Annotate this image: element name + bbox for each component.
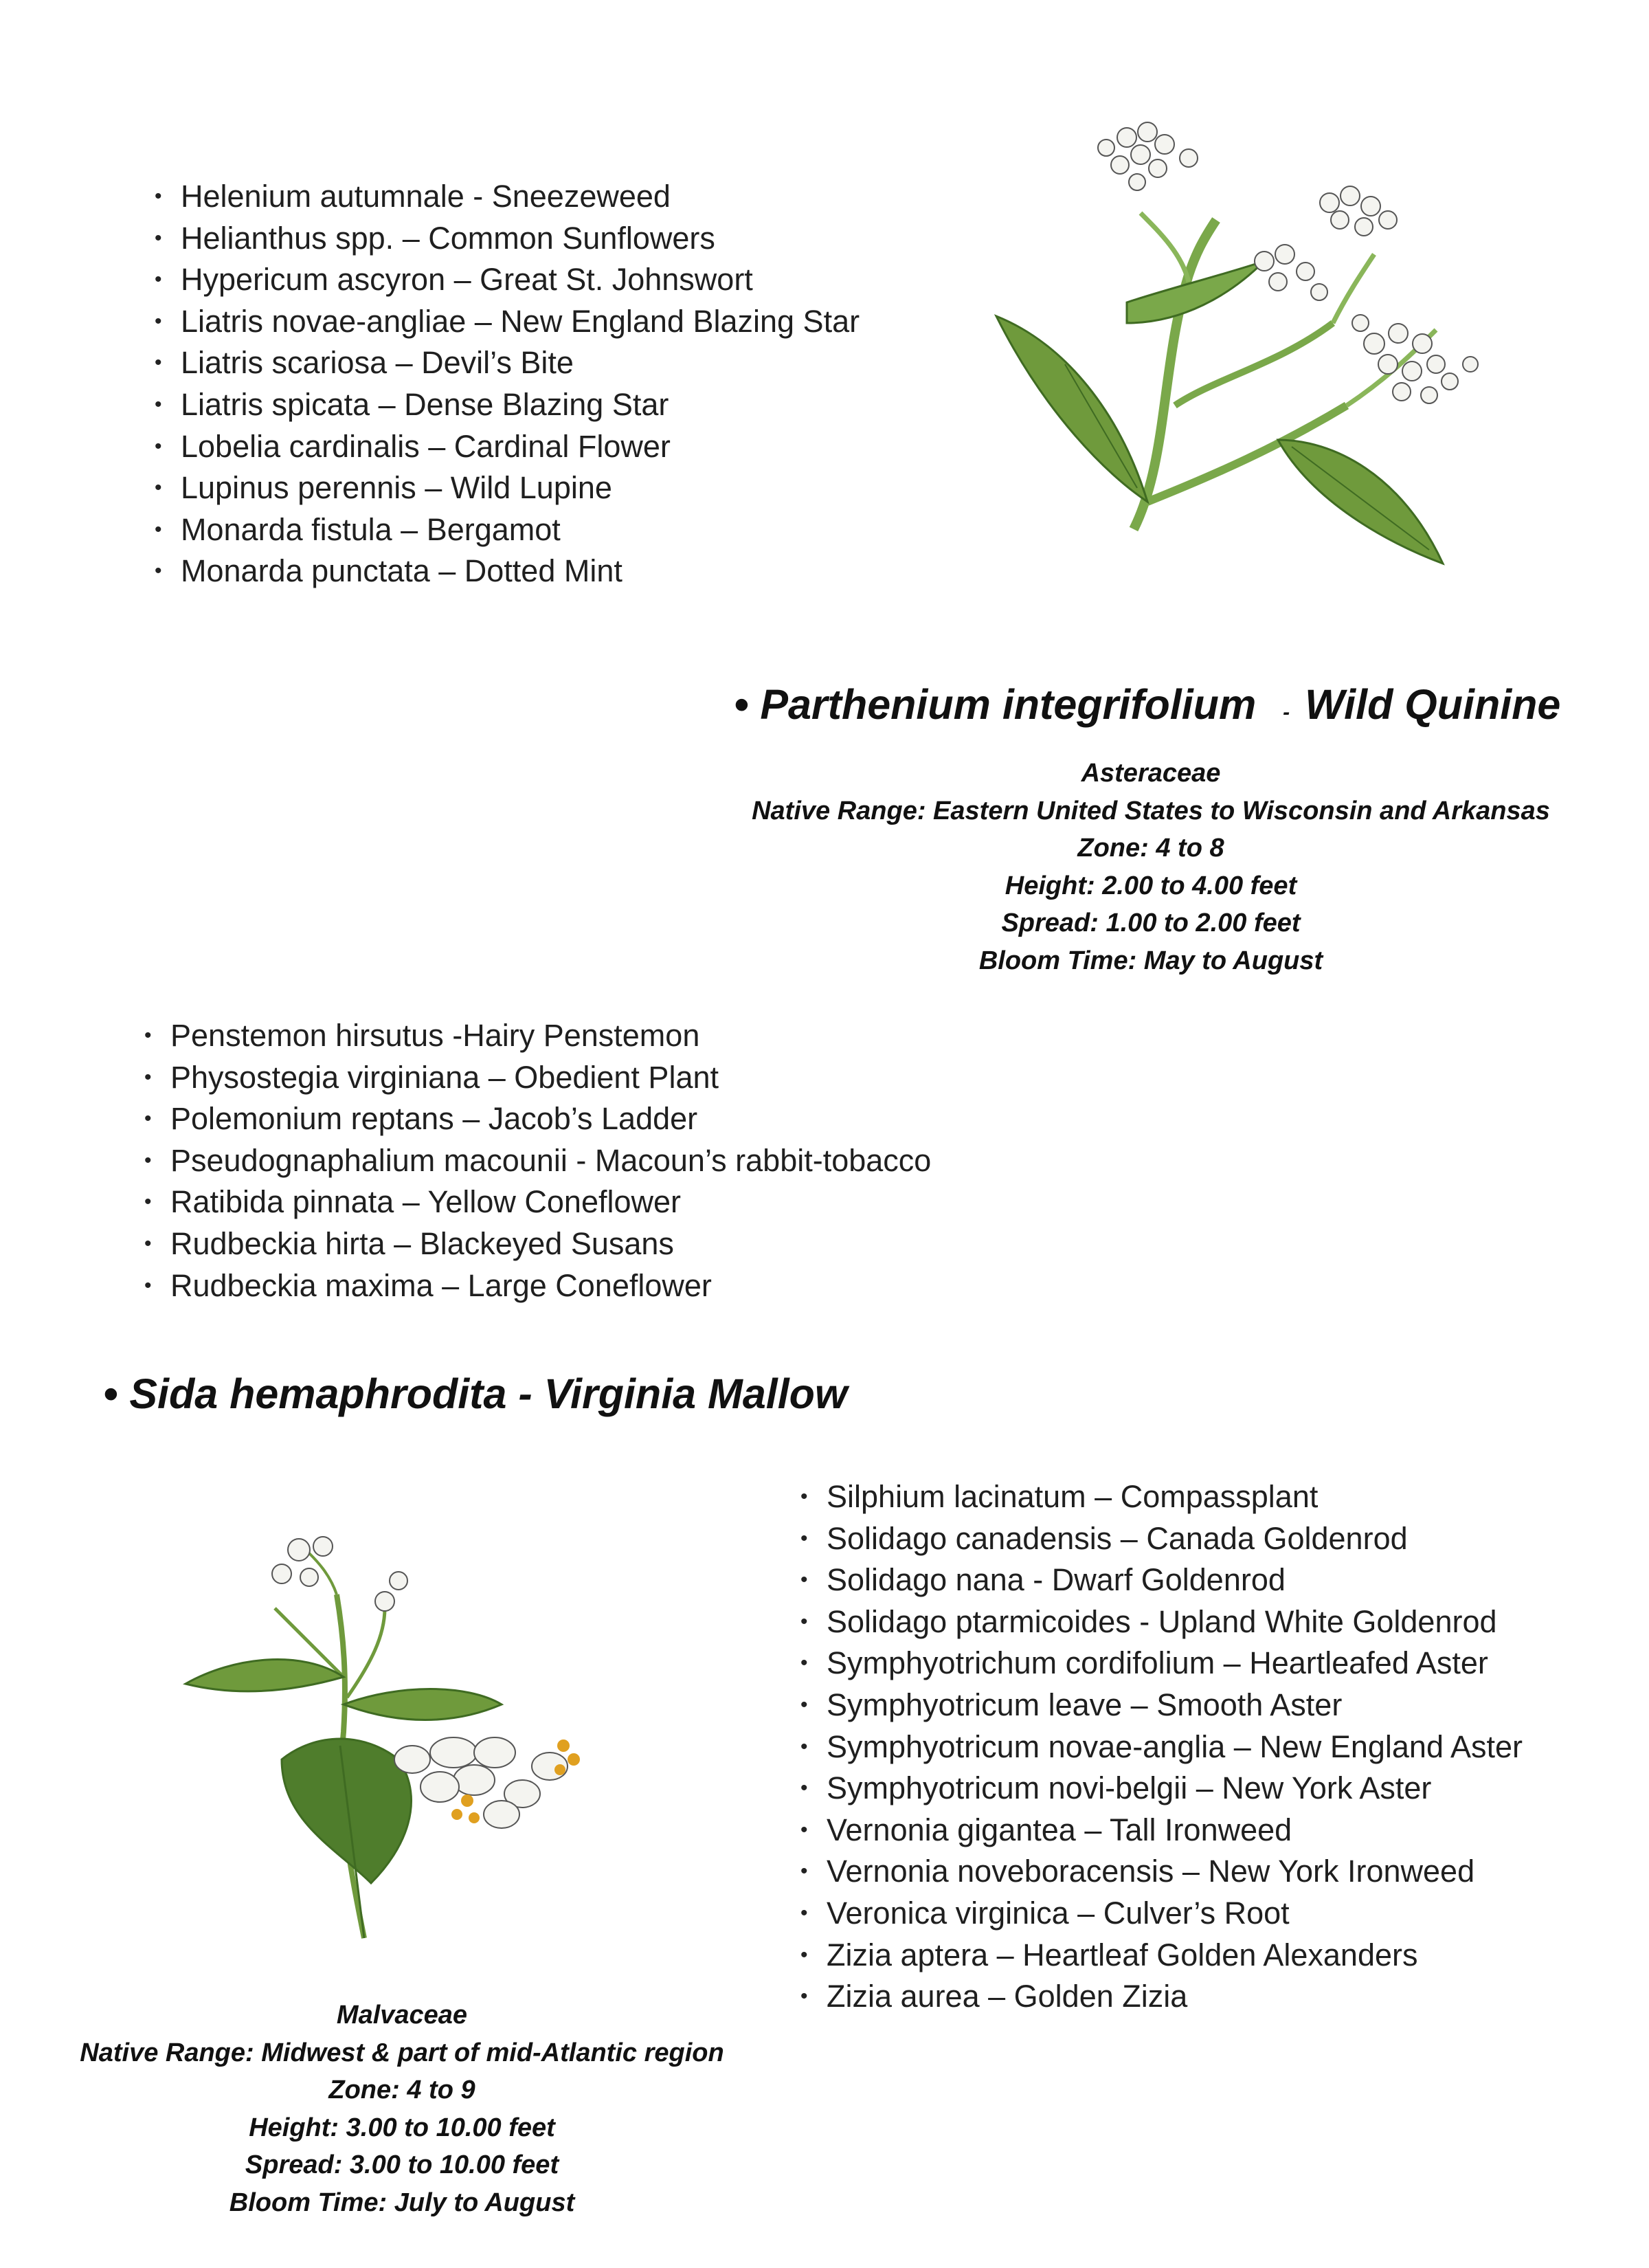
list-item: • Liatris spicata – Dense Blazing Star — [155, 384, 860, 426]
list-item: • Liatris scariosa – Devil’s Bite — [155, 342, 860, 384]
parthenium-common: Wild Quinine — [1305, 681, 1561, 728]
plant-list-top — [155, 176, 860, 592]
list-item: • Helianthus spp. – Common Sunflowers — [155, 218, 860, 260]
list-item: • Vernonia gigantea – Tall Ironweed — [800, 1810, 1523, 1852]
parthenium-bloom: Bloom Time: May to August — [978, 946, 1323, 975]
parthenium-native-range: Native Range: Eastern United States to Wisconsin and Arkansas — [752, 796, 1550, 825]
virginia-mallow-illustration-icon — [179, 1526, 632, 1952]
list-item: • Monarda fistula – Bergamot — [155, 509, 860, 551]
parthenium-spread: Spread: 1.00 to 2.00 feet — [1001, 909, 1301, 937]
sida-native-range: Native Range: Midwest & part of mid-Atlantic region — [80, 2038, 724, 2067]
list-item: • Penstemon hirsutus -Hairy Penstemon — [144, 1015, 931, 1057]
parthenium-title: • Parthenium integrifolium - Wild Quinine — [734, 681, 1561, 728]
sida-height: Height: 3.00 to 10.00 feet — [249, 2113, 555, 2142]
list-item: • Solidago ptarmicoides - Upland White Goldenrod — [800, 1601, 1523, 1643]
list-item: • Pseudognaphalium macounii - Macoun’s rabbit-tobacco — [144, 1140, 931, 1182]
list-item: • Liatris novae-angliae – New England Blazing Star — [155, 301, 860, 343]
parthenium-height: Height: 2.00 to 4.00 feet — [1005, 871, 1297, 900]
parthenium-species: Parthenium integrifolium — [760, 681, 1257, 728]
parthenium-family: Asteraceae — [1081, 759, 1221, 788]
list-item: • Symphyotrichum cordifolium – Heartleafed Aster — [800, 1643, 1523, 1685]
plant-list-bottom — [800, 1476, 1523, 2018]
list-item: • Symphyotricum novi-belgii – New York Aster — [800, 1768, 1523, 1810]
plant-list-middle — [144, 1015, 931, 1307]
list-item: • Silphium lacinatum – Compassplant — [800, 1476, 1523, 1518]
list-item: • Lupinus perennis – Wild Lupine — [155, 467, 860, 509]
list-item: • Lobelia cardinalis – Cardinal Flower — [155, 426, 860, 468]
list-item: • Zizia aptera – Heartleaf Golden Alexanders — [800, 1935, 1523, 1977]
parthenium-dash: - — [1283, 701, 1290, 724]
list-item: • Rudbeckia hirta – Blackeyed Susans — [144, 1223, 931, 1265]
list-item: • Solidago canadensis – Canada Goldenrod — [800, 1518, 1523, 1560]
list-item: • Hypericum ascyron – Great St. Johnswort — [155, 259, 860, 301]
sida-zone: Zone: 4 to 9 — [328, 2076, 475, 2104]
sida-family: Malvaceae — [336, 2001, 468, 2030]
wild-quinine-illustration-icon — [989, 117, 1525, 584]
list-item: • Ratibida pinnata – Yellow Coneflower — [144, 1181, 931, 1223]
list-item: • Veronica virginica – Culver’s Root — [800, 1893, 1523, 1935]
sida-spread: Spread: 3.00 to 10.00 feet — [245, 2150, 559, 2179]
list-item: • Solidago nana - Dwarf Goldenrod — [800, 1559, 1523, 1601]
list-item: • Helenium autumnale - Sneezeweed — [155, 176, 860, 218]
list-item: • Vernonia noveboracensis – New York Ironweed — [800, 1851, 1523, 1893]
list-item: • Physostegia virginiana – Obedient Plant — [144, 1057, 931, 1099]
sida-title-text: Sida hemaphrodita - Virginia Mallow — [129, 1370, 848, 1417]
list-item: • Polemonium reptans – Jacob’s Ladder — [144, 1098, 931, 1140]
list-item: • Symphyotricum leave – Smooth Aster — [800, 1685, 1523, 1726]
list-item: • Monarda punctata – Dotted Mint — [155, 551, 860, 592]
sida-info — [21, 1997, 783, 2221]
parthenium-zone: Zone: 4 to 8 — [1077, 834, 1224, 863]
parthenium-info — [715, 755, 1587, 979]
sida-title: • Sida hemaphrodita - Virginia Mallow — [103, 1370, 848, 1417]
list-item: • Zizia aurea – Golden Zizia — [800, 1976, 1523, 2018]
sida-bloom: Bloom Time: July to August — [229, 2188, 575, 2217]
list-item: • Symphyotricum novae-anglia – New England Aster — [800, 1726, 1523, 1768]
list-item: • Rudbeckia maxima – Large Coneflower — [144, 1265, 931, 1307]
